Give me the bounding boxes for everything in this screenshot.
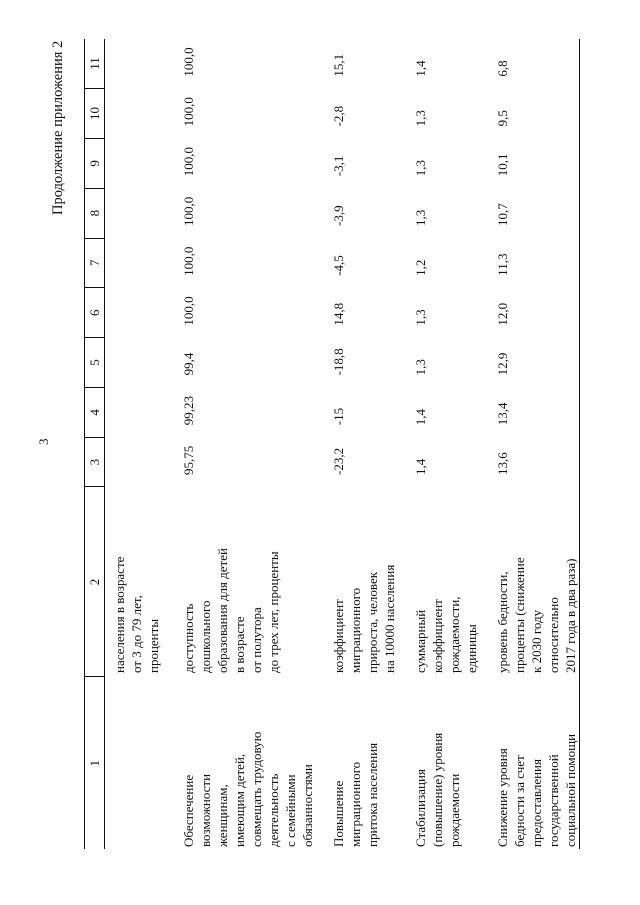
indicator-text-line: на 10000 населения — [382, 564, 397, 673]
value-cell: -15 — [331, 407, 346, 426]
goal-text-line: Стабилизация — [413, 769, 428, 847]
goal-text-line: имеющим детей, — [232, 753, 247, 847]
value-cell: 13,4 — [494, 387, 580, 437]
column-header: 10 — [85, 89, 105, 139]
value-cell — [105, 238, 181, 288]
indicator-text-line: единицы — [464, 624, 479, 673]
goal-text-line: социальной помощи — [563, 733, 578, 847]
goal-cell — [330, 677, 412, 849]
indicator-text-line: образования для детей — [215, 548, 230, 673]
goal-cell — [494, 677, 580, 849]
column-header: 6 — [85, 288, 105, 338]
indicator-text-line: суммарный — [413, 609, 428, 673]
value-cell: 10,7 — [494, 188, 580, 238]
indicator-text-line: от полутора — [249, 607, 264, 673]
value-cell — [105, 138, 181, 188]
column-header: 9 — [85, 138, 105, 188]
indicator-text-line: миграционного — [348, 587, 363, 673]
value-cell: 100,0 — [181, 296, 196, 326]
goal-text-line: возможности — [198, 773, 213, 847]
value-cell: -4,5 — [331, 255, 346, 276]
column-header: 5 — [85, 338, 105, 388]
indicator-text-line: рождаемости, — [447, 596, 462, 673]
value-cell — [105, 89, 181, 139]
value-cell — [105, 188, 181, 238]
goal-text-line: Снижение уровня — [495, 748, 510, 847]
goal-text-line: Обеспечение — [181, 774, 196, 847]
indicator-cell — [180, 487, 330, 677]
value-cell: -3,1 — [331, 155, 346, 177]
value-cell: 12,9 — [494, 338, 580, 388]
goal-text-line: рождаемости — [447, 773, 462, 847]
column-header: 4 — [85, 387, 105, 437]
value-cell: 99,23 — [181, 395, 196, 426]
column-header: 1 — [85, 677, 105, 849]
goal-text-line: деятельность — [266, 773, 281, 847]
value-cell: 100,0 — [181, 246, 196, 276]
goal-text-line: миграционного — [348, 761, 363, 847]
value-cell: 10,1 — [494, 138, 580, 188]
value-cell: 1,4 — [413, 458, 428, 475]
indicator-text-line: 2017 года в два раза) — [563, 558, 578, 673]
indicator-text-line: проценты — [146, 618, 161, 673]
value-cell: 15,1 — [331, 53, 346, 77]
column-header: 2 — [85, 487, 105, 677]
value-cell: -18,8 — [331, 348, 346, 376]
value-cell: 100,0 — [181, 97, 196, 127]
goal-text-line: бедности за счет — [512, 755, 527, 847]
indicator-text-line: к 2030 году — [529, 609, 544, 673]
indicator-text-line: проценты (снижение — [512, 557, 527, 673]
goal-text-line: государственной — [546, 754, 561, 847]
appendix-caption: Продолжение приложения 2 — [50, 40, 66, 215]
goal-cell — [412, 677, 494, 849]
value-cell: 100,0 — [181, 47, 196, 77]
value-cell: 9,5 — [494, 89, 580, 139]
table-row — [330, 39, 412, 849]
goal-text-line: совмещать трудовую — [249, 731, 264, 847]
value-cell: 1,3 — [413, 110, 428, 127]
value-cell — [105, 288, 181, 338]
indicator-text-line: в возрасте — [232, 616, 247, 673]
table-row — [180, 39, 330, 849]
indicator-cell — [330, 487, 412, 677]
column-header: 8 — [85, 188, 105, 238]
value-cell: 1,3 — [413, 309, 428, 326]
indicator-cell — [494, 487, 580, 677]
value-cell: 11,3 — [494, 238, 580, 288]
column-header: 3 — [85, 437, 105, 487]
value-cell: 1,2 — [413, 259, 428, 276]
value-cell: 6,8 — [494, 39, 580, 89]
goal-cell — [180, 677, 330, 849]
value-cell: 1,3 — [413, 159, 428, 177]
goal-text-line: с семейными — [283, 774, 298, 847]
page-number: 3 — [36, 438, 51, 445]
indicator-text-line: населения в возрасте — [112, 556, 127, 673]
goal-text-line: предоставления — [529, 759, 544, 847]
indicator-text-line: коэффициент — [430, 599, 445, 673]
table-row — [494, 39, 580, 849]
value-cell: 100,0 — [181, 146, 196, 177]
value-cell: 99,4 — [181, 352, 196, 376]
column-header: 11 — [85, 39, 105, 89]
goal-cell — [105, 677, 181, 849]
value-cell: 100,0 — [181, 196, 196, 227]
value-cell — [105, 338, 181, 388]
column-header: 7 — [85, 238, 105, 288]
goal-text-line: (повышение) уровня — [430, 732, 445, 847]
goal-text-line: женщинам, — [215, 784, 230, 847]
goal-text-line: обязанностями — [300, 764, 315, 847]
value-cell — [105, 437, 181, 487]
value-cell — [105, 39, 181, 89]
value-cell: 1,4 — [413, 408, 428, 426]
indicator-text-line: прироста, человек — [365, 571, 380, 673]
table-row — [105, 39, 181, 849]
value-cell: -23,2 — [331, 447, 346, 475]
indicator-text-line: относительно — [546, 597, 561, 673]
value-cell: 14,8 — [331, 302, 346, 326]
indicator-cell — [412, 487, 494, 677]
indicator-text-line: до трех лет, проценты — [266, 551, 281, 673]
indicator-text-line: коэффициент — [331, 599, 346, 673]
value-cell — [105, 387, 181, 437]
value-cell: 1,3 — [413, 359, 428, 376]
value-cell: 12,0 — [494, 288, 580, 338]
value-cell: -2,8 — [331, 105, 346, 127]
value-cell: -3,9 — [331, 205, 346, 227]
goal-text-line: Повышение — [331, 780, 346, 847]
indicator-cell — [105, 487, 181, 677]
indicator-text-line: дошкольного — [198, 600, 213, 673]
value-cell: 95,75 — [181, 445, 196, 475]
indicators-table — [84, 39, 580, 849]
value-cell: 1,3 — [413, 209, 428, 227]
table-row — [412, 39, 494, 849]
table-header-row — [85, 39, 105, 849]
indicator-text-line: уровень бедности, — [495, 571, 510, 673]
value-cell: 13,6 — [494, 437, 580, 487]
indicator-text-line: от 3 до 79 лет, — [129, 595, 144, 673]
indicator-text-line: доступность — [181, 603, 196, 673]
goal-text-line: притока населения — [365, 742, 380, 847]
value-cell: 1,4 — [413, 60, 428, 77]
